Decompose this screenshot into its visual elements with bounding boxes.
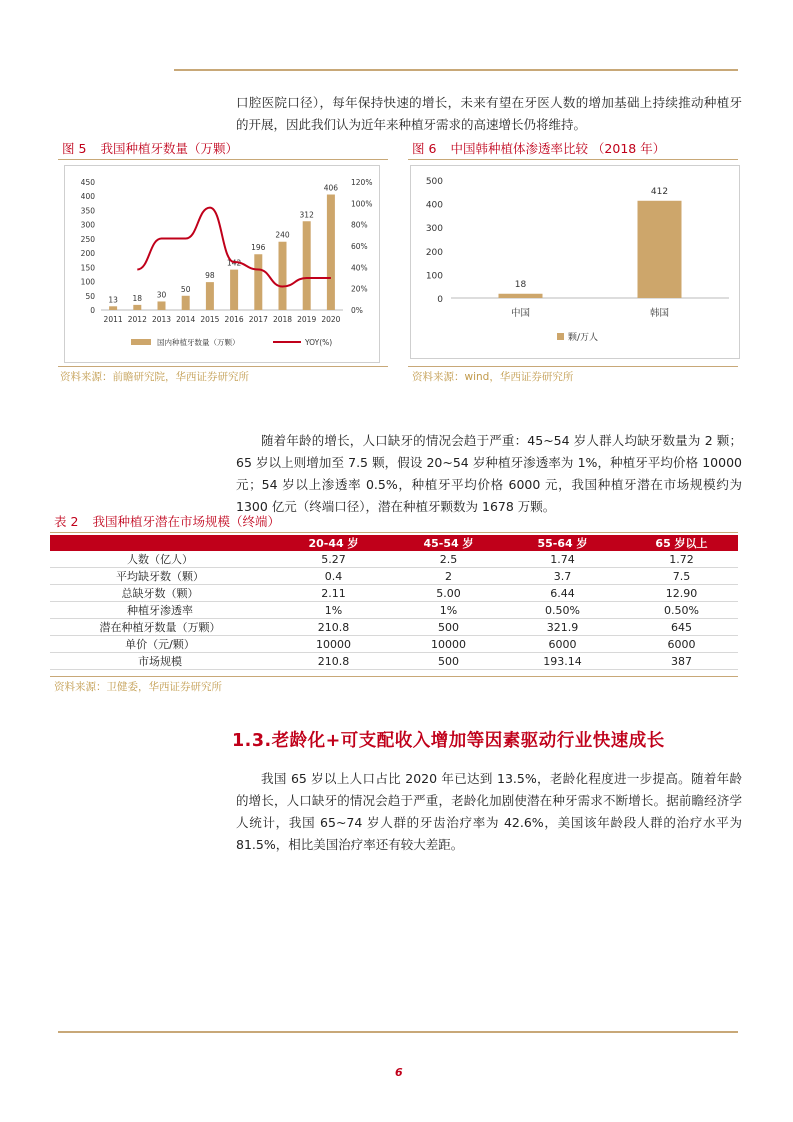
header-cell: 20-44 岁 (270, 535, 397, 551)
y-tick-label: 400 (425, 200, 443, 211)
table-cell: 7.5 (625, 568, 738, 585)
y-tick-left: 300 (80, 220, 95, 230)
table-cell: 1.72 (625, 551, 738, 568)
y-tick-left: 0 (90, 306, 95, 315)
table-cell: 2.11 (270, 585, 397, 602)
bar-2019 (303, 221, 311, 310)
x-tick-label: 2017 (248, 315, 268, 324)
table-cell: 387 (625, 653, 738, 670)
table2-source-rule (50, 676, 738, 677)
y-tick-left: 250 (80, 234, 95, 244)
figure6-title (412, 139, 679, 157)
bar-value-label: 142 (226, 258, 242, 268)
y-tick-right: 80% (351, 220, 368, 230)
table-cell: 0.50% (625, 602, 738, 619)
table-cell: 6000 (500, 636, 625, 653)
bar-2011 (109, 306, 117, 310)
bar-value-label: 98 (205, 271, 215, 281)
bar-2012 (133, 305, 141, 310)
bar-value-label: 50 (180, 284, 191, 294)
y-tick-right: 0% (351, 306, 363, 315)
table-header-row (50, 535, 738, 551)
section-heading: 1.3.老龄化+可支配收入增加等因素驱动行业快速成长 (232, 731, 665, 751)
market-size-paragraph (236, 430, 742, 518)
table-cell: 500 (397, 653, 500, 670)
row-label: 总缺牙数（颗） (50, 585, 270, 602)
header-cell: 65 岁以上 (625, 535, 738, 551)
legend-line-label: YOY(%) (305, 338, 333, 347)
bar-2015 (206, 282, 214, 310)
table-cell: 1% (270, 602, 397, 619)
bar-value-label: 240 (275, 230, 290, 240)
table-row (50, 568, 738, 585)
figure6-source: 资料来源：wind，华西证券研究所 (412, 371, 574, 383)
table-row (50, 551, 738, 568)
table-row (50, 653, 738, 670)
y-tick-label: 0 (437, 295, 443, 305)
legend-bar-swatch (131, 339, 151, 345)
bar-2017 (254, 254, 262, 310)
row-label: 潜在种植牙数量（万颗） (50, 619, 270, 636)
y-tick-right: 100% (351, 199, 373, 209)
y-tick-right: 40% (351, 263, 368, 273)
x-tick-label: 2016 (224, 315, 244, 324)
table-cell: 1.74 (500, 551, 625, 568)
table-cell: 210.8 (270, 619, 397, 636)
y-tick-right: 120% (351, 178, 373, 187)
market-size-text: 随着年龄的增长，人口缺牙的情况会趋于严重：45~54 岁人群人均缺牙数量为 2 颗；65 岁以上则增加至 7.5 颗，假设 20~54 岁种植牙渗透率为 1%，种植牙平均价格 10000 元；54 岁以上渗透率 0.5%，种植牙平均价格 6000 元，我国种植牙潜在市场规模约为 1300 亿元（终端口径），潜在种植牙颗数为 1678 万颗。 (236, 433, 742, 514)
table2 (50, 535, 738, 670)
figure5-title (62, 139, 252, 157)
x-tick-label: 2018 (272, 315, 293, 324)
table-cell: 3.7 (500, 568, 625, 585)
intro-paragraph (236, 92, 742, 136)
aging-paragraph (236, 768, 742, 856)
x-tick-label: 2011 (103, 315, 123, 324)
bar-2018 (279, 242, 287, 310)
y-tick-label: 100 (425, 271, 443, 282)
table-cell: 12.90 (625, 585, 738, 602)
table-cell: 10000 (397, 636, 500, 653)
table2-source: 资料来源：卫健委，华西证券研究所 (54, 681, 222, 693)
bar-value-label: 406 (323, 183, 339, 193)
footer-rule (58, 1031, 738, 1033)
table-cell: 5.00 (397, 585, 500, 602)
table-cell: 10000 (270, 636, 397, 653)
table-cell: 210.8 (270, 653, 397, 670)
figure6-title-text: 中国韩种植体渗透率比较 （2018 年） (450, 141, 666, 156)
table-cell: 0.50% (500, 602, 625, 619)
figure5-chart (65, 166, 379, 362)
table-row (50, 636, 738, 653)
y-tick-left: 50 (85, 291, 95, 301)
table-cell: 5.27 (270, 551, 397, 568)
table2-title (54, 512, 294, 530)
x-tick-label: 2015 (200, 315, 220, 324)
x-tick-label: 2012 (127, 315, 147, 324)
y-tick-right: 20% (351, 284, 368, 294)
table-cell: 0.4 (270, 568, 397, 585)
y-tick-left: 450 (80, 178, 95, 187)
intro-text: 口腔医院口径），每年保持快速的增长，未来有望在牙医人数的增加基础上持续推动种植牙的开展，因此我们认为近年来种植牙需求的高速增长仍将维持。 (236, 95, 742, 132)
table-cell: 500 (397, 619, 500, 636)
figure6-label: 图 6 (412, 141, 437, 156)
bar-value-label: 412 (650, 186, 669, 197)
row-label: 市场规模 (50, 653, 270, 670)
figure6-title-rule (408, 159, 738, 160)
table2-label: 表 2 (54, 514, 79, 529)
header-rule (174, 69, 738, 71)
table-cell: 321.9 (500, 619, 625, 636)
figure6-chart (411, 166, 739, 358)
figure5-title-text: 我国种植牙数量（万颗） (100, 141, 238, 156)
aging-text: 我国 65 岁以上人口占比 2020 年已达到 13.5%，老龄化程度进一步提高。随着年龄的增长，人口缺牙的情况会趋于严重，老龄化加剧使潜在种牙需求不断增长。据前瞻经济学人统计，我国 65~74 岁人群的牙齿治疗率为 42.6%，美国该年龄段人群的治疗水平为 81.5%，相比美国治疗率还有较大差距。 (236, 771, 742, 852)
legend-swatch (557, 333, 564, 340)
row-label: 单价（元/颗） (50, 636, 270, 653)
header-cell: 45-54 岁 (397, 535, 500, 551)
y-tick-label: 500 (425, 177, 443, 187)
y-tick-left: 400 (80, 192, 95, 202)
bar-value-label: 312 (299, 210, 314, 220)
figure5-chart-box (64, 165, 380, 363)
legend-label: 颗/万人 (568, 333, 599, 343)
legend-bar-label: 国内种植牙数量（万颗） (157, 338, 240, 347)
table2-title-rule (50, 532, 738, 533)
bar-2016 (230, 270, 238, 310)
bar-value-label: 18 (132, 293, 143, 303)
table-cell: 193.14 (500, 653, 625, 670)
page-number: 6 (395, 1066, 403, 1079)
bar-value-label: 13 (108, 295, 118, 305)
table2-title-text: 我国种植牙潜在市场规模（终端） (92, 514, 280, 529)
y-tick-label: 200 (425, 247, 443, 258)
x-tick-label: 中国 (510, 308, 531, 319)
figure6-source-rule (408, 366, 738, 367)
y-tick-left: 350 (80, 206, 95, 216)
x-tick-label: 2013 (151, 315, 172, 324)
figure6-chart-box (410, 165, 740, 359)
bar-2020 (327, 195, 335, 310)
table-row (50, 619, 738, 636)
bar-korea (638, 201, 682, 298)
bar-2013 (158, 301, 166, 310)
bar-value-label: 30 (156, 290, 167, 300)
figure5-title-rule (58, 159, 388, 160)
table-row (50, 602, 738, 619)
x-tick-label: 2014 (176, 315, 196, 324)
table-cell: 2.5 (397, 551, 500, 568)
bar-china (499, 294, 543, 298)
bar-value-label: 18 (514, 279, 527, 290)
figure5-source: 资料来源：前瞻研究院，华西证券研究所 (60, 371, 249, 383)
table-cell: 6.44 (500, 585, 625, 602)
table-cell: 2 (397, 568, 500, 585)
row-label: 种植牙渗透率 (50, 602, 270, 619)
row-label: 平均缺牙数（颗） (50, 568, 270, 585)
y-tick-left: 100 (80, 277, 95, 287)
figure5-label: 图 5 (62, 141, 87, 156)
y-tick-left: 150 (80, 263, 95, 273)
y-tick-label: 300 (425, 224, 443, 235)
x-tick-label: 韩国 (649, 308, 670, 319)
market-table (50, 535, 738, 670)
figure5-source-rule (58, 366, 388, 367)
bar-2014 (182, 296, 190, 310)
x-tick-label: 2019 (297, 315, 317, 324)
bar-value-label: 196 (251, 243, 266, 253)
header-cell (50, 535, 270, 551)
y-tick-left: 200 (80, 249, 95, 259)
table-row (50, 585, 738, 602)
table-cell: 645 (625, 619, 738, 636)
table-cell: 6000 (625, 636, 738, 653)
y-tick-right: 60% (351, 242, 368, 251)
x-tick-label: 2020 (321, 315, 341, 324)
row-label: 人数（亿人） (50, 551, 270, 568)
header-cell: 55-64 岁 (500, 535, 625, 551)
table-cell: 1% (397, 602, 500, 619)
